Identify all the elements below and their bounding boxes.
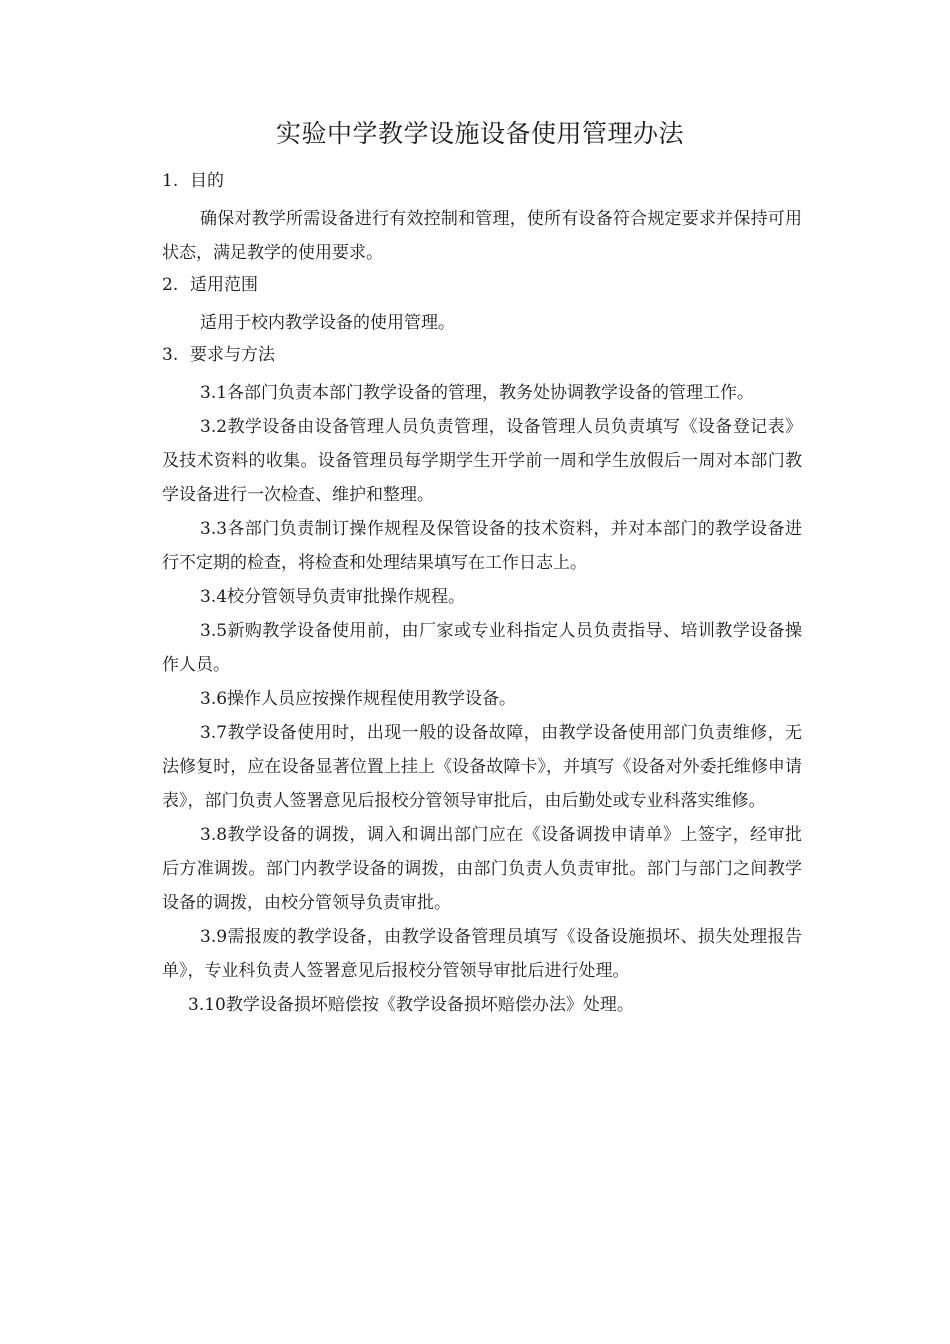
document-title: 实验中学教学设施设备使用管理办法: [275, 119, 684, 148]
section-heading-purpose: [162, 168, 802, 202]
section-heading-scope: [162, 272, 802, 306]
clause-3-4: 3.4校分管领导负责审批操作规程。: [200, 587, 466, 607]
clause-3-10: 3.10教学设备损坏赔偿按《教学设备损坏赔偿办法》处理。: [188, 995, 634, 1015]
paragraph: 适用于校内教学设备的使用管理。: [200, 313, 455, 333]
clause-3-9: 3.9需报废的教学设备，由教学设备管理员填写《设备设施损坏、损失处理报告单》，专业科负责人签署意见后报校分管领导审批后进行处理。: [162, 927, 802, 981]
section-heading-requirements: [162, 342, 802, 376]
section-number: 1.: [162, 171, 179, 191]
document-body: [162, 168, 802, 1022]
clause-3-8: 3.8教学设备的调拨，调入和调出部门应在《设备调拨申请单》上签字，经审批后方准调拨。部门内教学设备的调拨，由部门负责人负责审批。部门与部门之间教学设备的调拨，由校分管领导负责审批。: [162, 825, 802, 913]
clause-3-3: 3.3各部门负责制订操作规程及保管设备的技术资料，并对本部门的教学设备进行不定期的检查，将检查和处理结果填写在工作日志上。: [162, 519, 802, 573]
paragraph: 确保对教学所需设备进行有效控制和管理，使所有设备符合规定要求并保持可用状态，满足教学的使用要求。: [162, 209, 802, 263]
clause-3-5: 3.5新购教学设备使用前，由厂家或专业科指定人员负责指导、培训教学设备操作人员。: [162, 621, 802, 675]
section-title: 适用范围: [190, 275, 258, 295]
section-title: 要求与方法: [190, 345, 275, 365]
clause-3-6: 3.6操作人员应按操作规程使用教学设备。: [200, 689, 517, 709]
clause-3-1: 3.1各部门负责本部门教学设备的管理，教务处协调教学设备的管理工作。: [200, 383, 755, 403]
section-number: 2.: [162, 275, 179, 295]
section-title: 目的: [190, 171, 224, 191]
section-number: 3.: [162, 345, 179, 365]
clause-3-7: 3.7教学设备使用时，出现一般的设备故障，由教学设备使用部门负责维修，无法修复时，应在设备显著位置上挂上《设备故障卡》，并填写《设备对外委托维修申请表》，部门负责人签署意见后报校分管领导审批后，由后勤处或专业科落实维修。: [162, 723, 802, 811]
clause-3-2: 3.2教学设备由设备管理人员负责管理，设备管理人员负责填写《设备登记表》及技术资料的收集。设备管理员每学期学生开学前一周和学生放假后一周对本部门教学设备进行一次检查、维护和整理。: [162, 417, 802, 505]
